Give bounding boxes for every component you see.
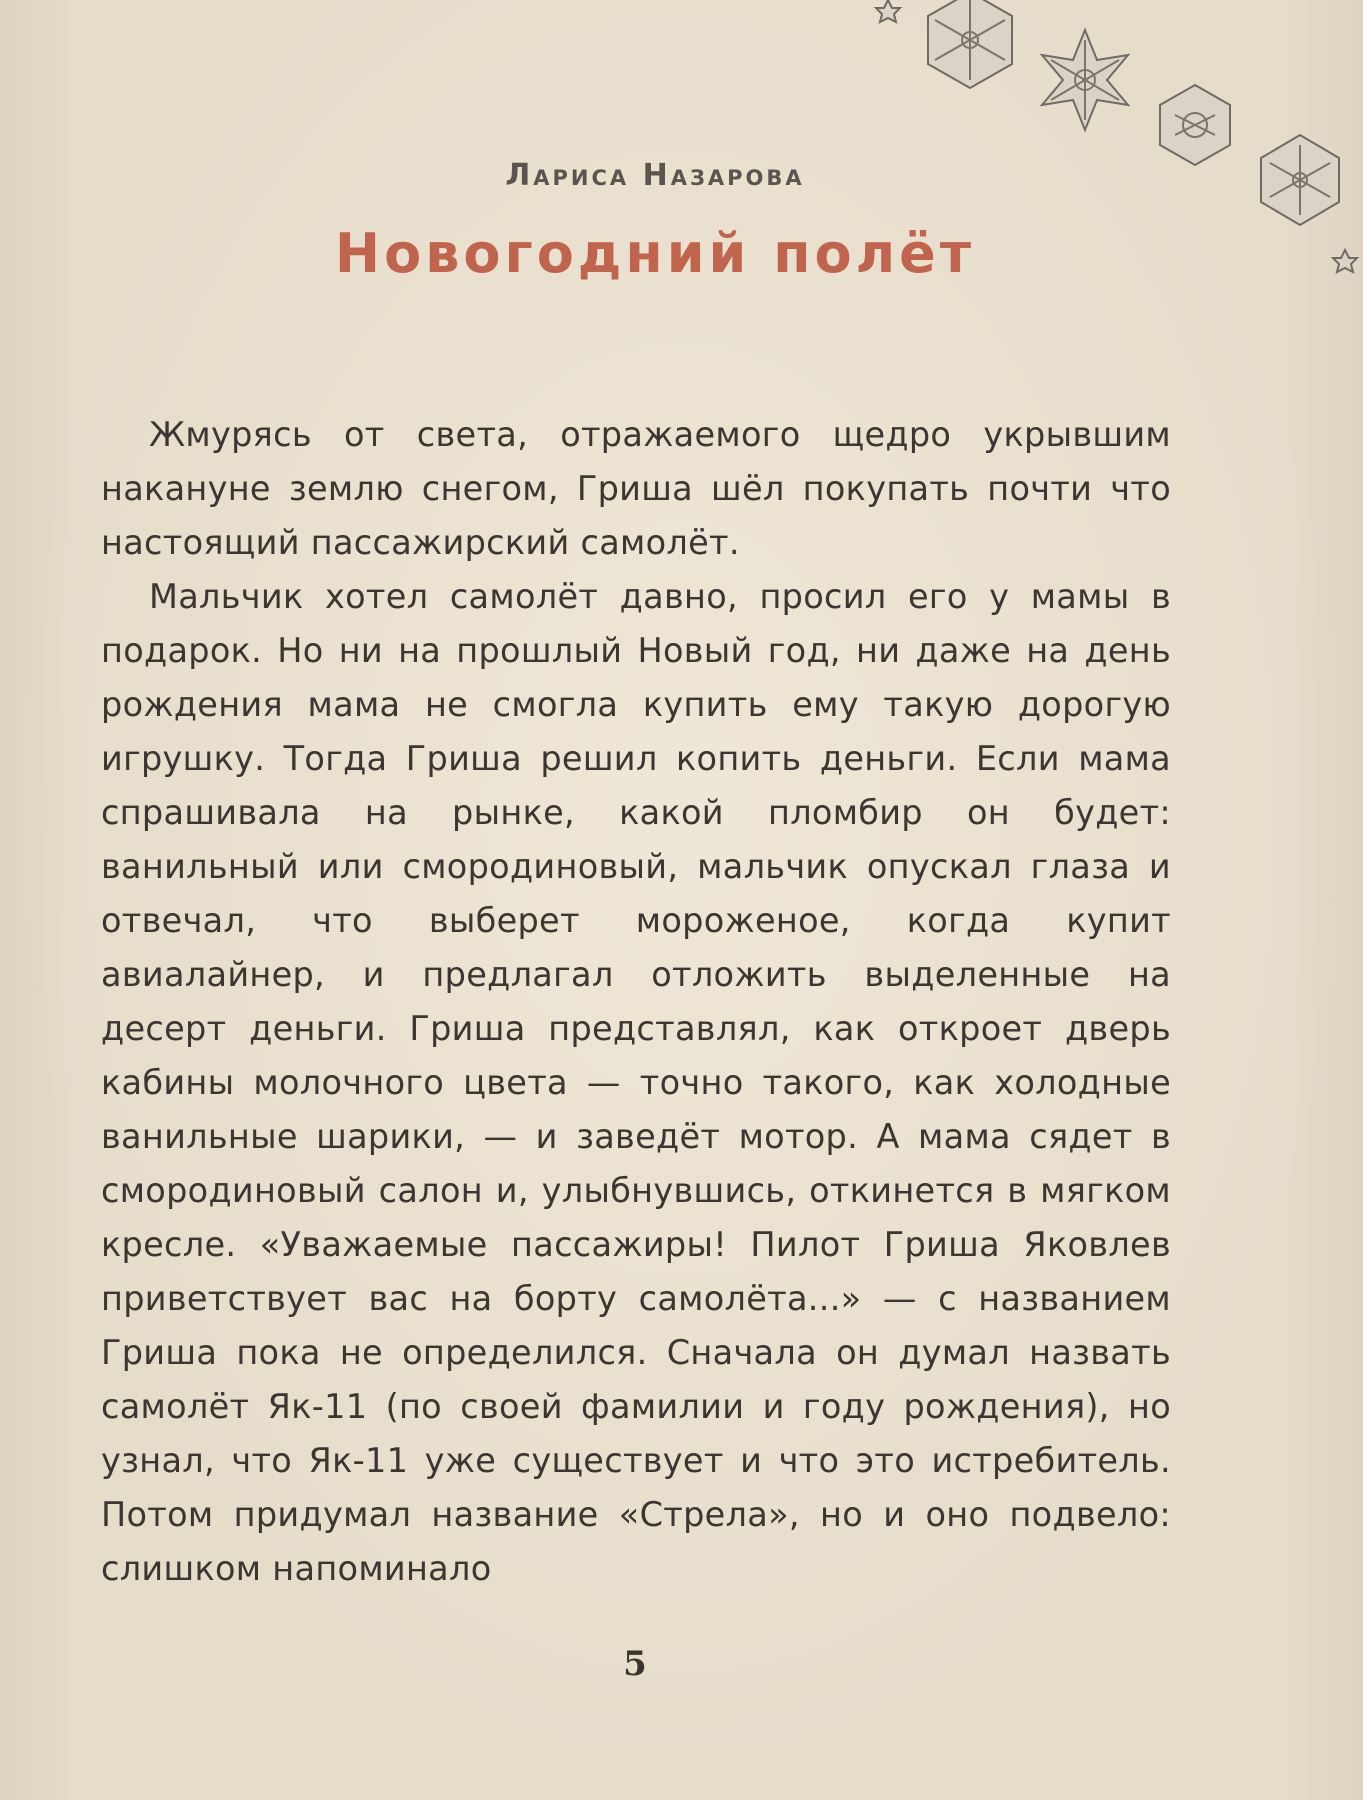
paragraph: Мальчик хотел самолёт давно, просил его у мамы в подарок. Но ни на прошлый Новый год, ни даже на день рождения мама не смогла купить ему такую дорогую игрушку. Тогда Гриша решил копить деньги. Если мама спрашивала на рынке, какой пломбир он будет: ванильный или смородиновый, мальчик опускал глаза и отвечал, что выберет мороженое, когда купит авиалайнер, и предлагал отложить выделенные на десерт деньги. Гриша представлял, как откроет дверь кабины молочного цвета — точно такого, как холодные ванильные шарики, — и заведёт мотор. А мама сядет в смородиновый салон и, улыбнувшись, откинется в мягком кресле. «Уважаемые пассажиры! Пилот Гриша Яковлев приветствует вас на борту самолёта...» — с названием Гриша пока не определился. Сначала он думал назвать самолёт Як-11 (по своей фамилии и году рождения), но узнал, что Як-11 уже существует и что это истребитель. Потом придумал название «Стрела», но и оно подвело: слишком напоминало	[101, 577, 1171, 1588]
story-body	[101, 408, 1171, 1596]
paragraph: Жмурясь от света, отражаемого щедро укрывшим накануне землю снегом, Гриша шёл покупать почти что настоящий пассажирский самолёт.	[101, 415, 1171, 562]
story-title: Новогодний полёт	[334, 222, 976, 285]
page-number: 5	[623, 1644, 647, 1684]
author-name: Лариса Назарова	[505, 158, 805, 193]
